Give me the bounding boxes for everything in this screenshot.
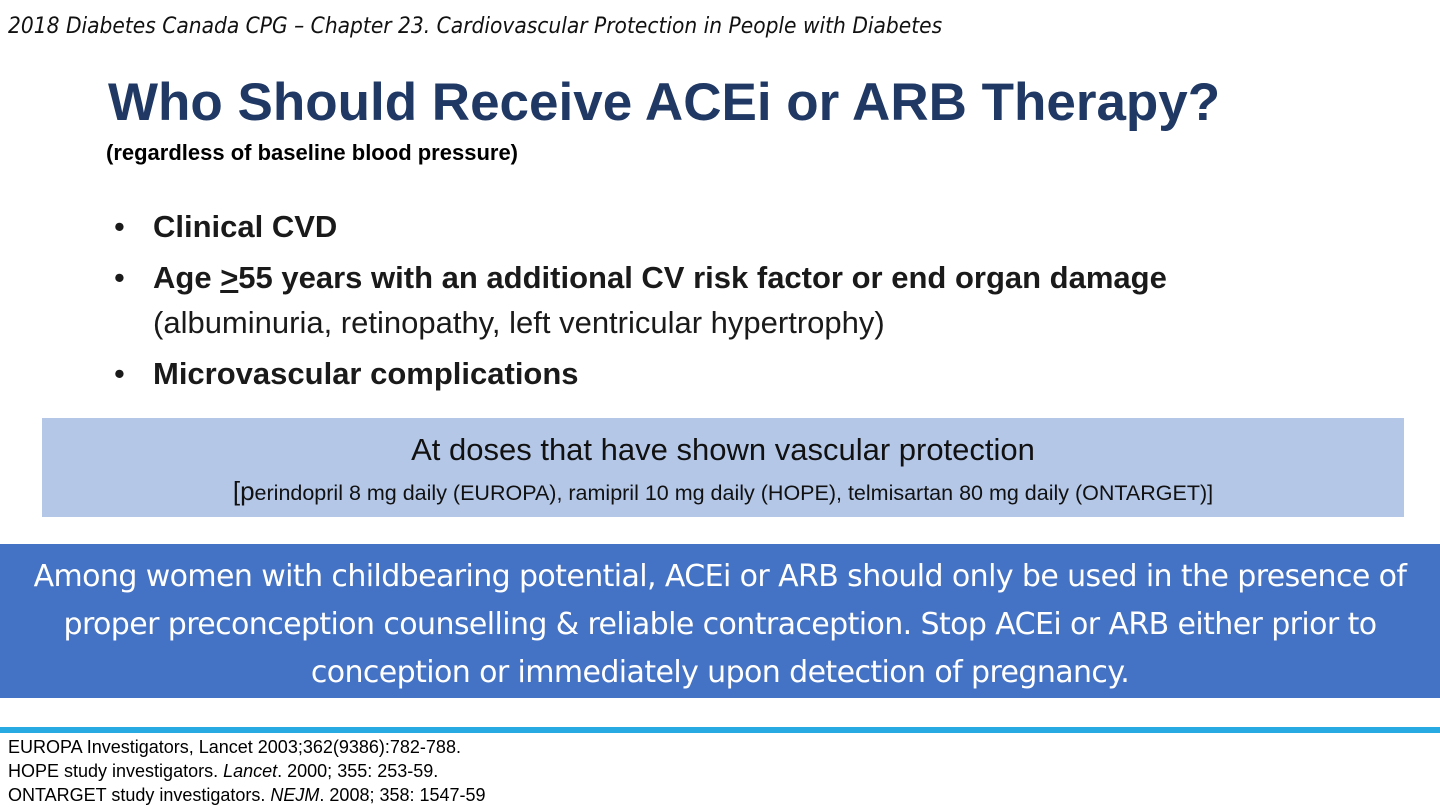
references — [8, 735, 486, 807]
bullet-text-detail: (albuminuria, retinopathy, left ventricular hypertrophy) — [153, 305, 885, 340]
bullet-text: Microvascular complications — [153, 356, 579, 391]
slide-title: Who Should Receive ACEi or ARB Therapy? — [108, 73, 1221, 132]
dose-heading: At doses that have shown vascular protection — [411, 432, 1035, 467]
reference-authors: HOPE study investigators. — [8, 761, 224, 781]
reference-hope — [8, 759, 486, 783]
pregnancy-warning-box — [0, 544, 1440, 698]
pregnancy-warning-text: Among women with childbearing potential, ACEi or ARB should only be used in the presence of proper preconception counselling & reliable contraception. Stop ACEi or ARB either prior to conception or immediately upon detection of pregnancy. — [33, 559, 1407, 690]
reference-citation: . 2008; 358: 1547-59 — [319, 785, 486, 805]
reference-ontarget — [8, 783, 486, 807]
bullet-clinical-cvd — [110, 204, 1260, 249]
dose-details-text: erindopril 8 mg daily (EUROPA), ramipril 10 mg daily (HOPE), telmisartan 80 mg daily (ONTARGET)] — [254, 481, 1214, 505]
bullet-marker: • — [114, 356, 125, 391]
bullet-age-risk — [110, 255, 1260, 345]
bullet-microvascular — [110, 351, 1260, 396]
slide-header: 2018 Diabetes Canada CPG – Chapter 23. Cardiovascular Protection in People with Diabetes — [8, 14, 943, 39]
divider-rule — [0, 727, 1440, 733]
slide-subtitle: (regardless of baseline blood pressure) — [106, 140, 519, 165]
bullet-text-main: 55 years with an additional CV risk factor or end organ damage — [238, 260, 1167, 295]
dose-details-open: [p — [232, 476, 255, 506]
reference-authors: ONTARGET study investigators. — [8, 785, 271, 805]
bullet-marker: • — [114, 209, 125, 244]
bullet-text: Clinical CVD — [153, 209, 338, 244]
indication-list — [110, 204, 1260, 402]
reference-europa: EUROPA Investigators, Lancet 2003;362(9386):782-788. — [8, 737, 461, 757]
dose-details — [42, 476, 1404, 507]
dose-callout — [42, 418, 1404, 517]
bullet-marker: • — [114, 260, 125, 295]
reference-citation: . 2000; 355: 253-59. — [277, 761, 439, 781]
bullet-text-prefix: Age — [153, 260, 221, 295]
reference-journal: Lancet — [223, 761, 278, 781]
greater-equal-symbol: > — [220, 260, 239, 295]
reference-journal: NEJM — [270, 785, 320, 805]
